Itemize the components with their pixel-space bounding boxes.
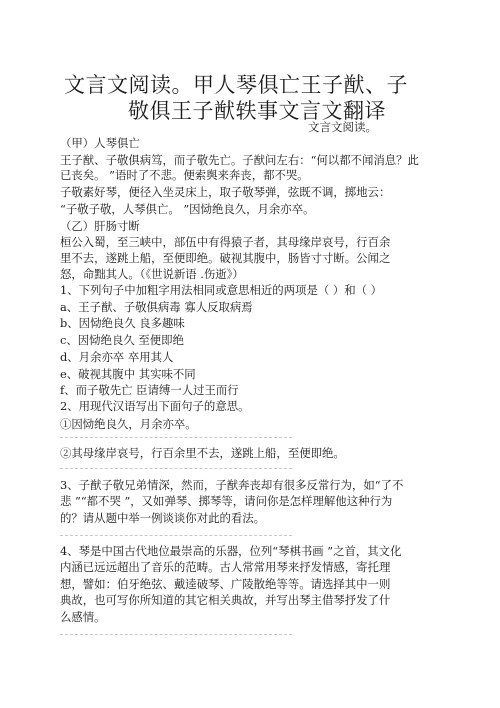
answer-line (60, 634, 292, 635)
text-line: “子敬子敬，人琴俱亡。 ”因恸绝良久，月余亦卒。 (60, 202, 315, 216)
question-1: 1、下列句子中加粗字用法相同或意思相近的两项是（ ）和（ ） (60, 283, 383, 297)
text-line: 怒，命黜其人。（《世说新语 .伤逝》） (60, 267, 244, 281)
text-line: 已丧矣。 ”语时了不悲。便索舆来奔丧，都不哭。 (60, 168, 309, 182)
text-line: 王子猷、子敬俱病笃，而子敬先亡。子猷问左右：“何以都不闻消息？此 (60, 153, 419, 167)
answer-line (60, 437, 292, 438)
question-2: 2、用现代汉语写出下面句子的意思。 (60, 399, 250, 413)
option-f: f、而子敬先亡 臣请缚一人过王而行 (60, 383, 239, 397)
text-line: 想，譬如：伯牙绝弦、戴逵破琴、广陵散绝等等。请选择其中一则 (60, 577, 391, 591)
text-line: 典故，也可写你所知道的其它相关典故，并写出琴主借琴抒发了什 (60, 593, 391, 607)
question-4: 4、琴是中国古代地位最崇高的乐器，位列“琴棋书画 ”之首，其文化 (60, 544, 402, 558)
text-line: 么感情。 (60, 610, 106, 624)
option-e: e、破视其腹中 其实味不同 (60, 367, 196, 381)
text-line: 悲 ”“都不哭 ”，又如弹琴、掷琴等，请问你是怎样理解他这种行为 (60, 494, 393, 508)
option-a: a、王子猷、子敬俱病毒 寡人反取病焉 (60, 300, 253, 314)
option-b: b、因恸绝良久 良多趣味 (60, 316, 185, 330)
question-2-item-1: ①因恸绝良久，月余亦卒。 (60, 417, 197, 431)
section-heading-yi: （乙）肝肠寸断 (60, 219, 140, 233)
text-line: 的？请从题中举一例谈谈你对此的看法。 (60, 511, 266, 525)
text-line: 里不去，遂跳上船，至便即绝。破视其腹中，肠皆寸寸断。公闻之 (60, 251, 391, 265)
title-line-1: 文言文阅读。甲人琴俱亡王子猷、子 (64, 73, 408, 97)
question-2-item-2: ②其母缘岸哀号，行百余里不去，遂跳上船，至便即绝。 (60, 446, 345, 460)
subtitle: 文言文阅读。 (308, 120, 377, 134)
question-3: 3、子猷子敬兄弟情深，然而，子猷奔丧却有很多反常行为，如“了不 (60, 478, 404, 492)
answer-line (60, 468, 292, 469)
section-heading-jia: （甲）人琴俱亡 (60, 136, 140, 150)
option-c: c、因恸绝良久 至便即绝 (60, 333, 184, 347)
text-line: 子敬素好琴，便径入坐灵床上，取子敬琴弹，弦既不调，掷地云： (60, 185, 391, 199)
title-line-2: 敬俱王子猷轶事文言文翻译 (128, 99, 386, 123)
option-d: d、月余亦卒 卒用其人 (60, 350, 174, 364)
text-line: 桓公入蜀，至三峡中，部伍中有得猿子者，其母缘岸哀号，行百余 (60, 235, 391, 249)
text-line: 内涵已远远超出了音乐的范畴。古人常常用琴来抒发情感，寄托理 (60, 560, 391, 574)
answer-line (60, 535, 292, 536)
